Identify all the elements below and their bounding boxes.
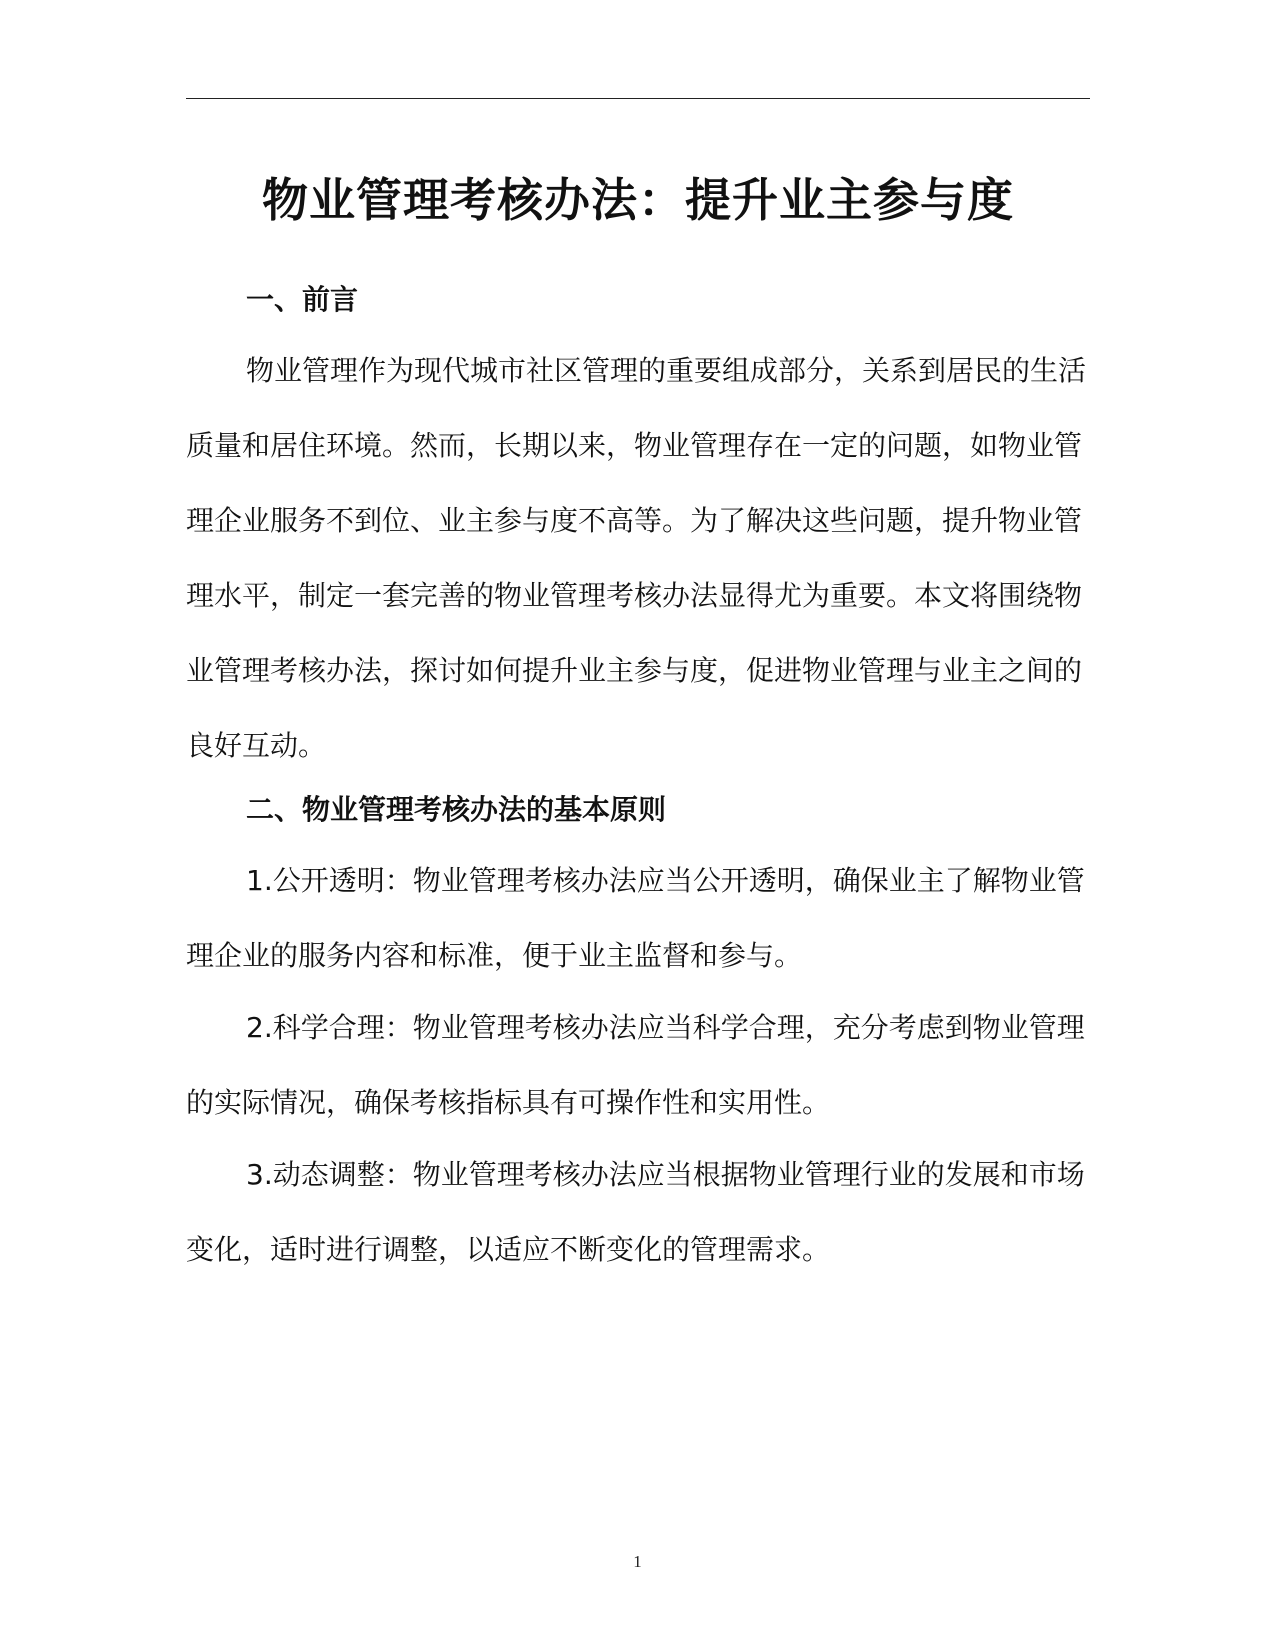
section-heading-principles: 二、物业管理考核办法的基本原则	[246, 793, 667, 826]
section-heading-preface: 一、前言	[246, 283, 359, 316]
page-number: 1	[633, 1552, 642, 1571]
header-divider	[186, 98, 1090, 99]
paragraph-principle-1: 1.公开透明：物业管理考核办法应当公开透明，确保业主了解物业管理企业的服务内容和标准，便于业主监督和参与。	[186, 864, 1085, 972]
paragraph-principle-2: 2.科学合理：物业管理考核办法应当科学合理，充分考虑到物业管理的实际情况，确保考核指标具有可操作性和实用性。	[186, 1011, 1085, 1119]
paragraph-principle-3: 3.动态调整：物业管理考核办法应当根据物业管理行业的发展和市场变化，适时进行调整，以适应不断变化的管理需求。	[186, 1158, 1085, 1266]
document-title: 物业管理考核办法：提升业主参与度	[262, 173, 1014, 227]
paragraph-preface: 物业管理作为现代城市社区管理的重要组成部分，关系到居民的生活质量和居住环境。然而，长期以来，物业管理存在一定的问题，如物业管理企业服务不到位、业主参与度不高等。为了解决这些问题，提升物业管理水平，制定一套完善的物业管理考核办法显得尤为重要。本文将围绕物业管理考核办法，探讨如何提升业主参与度，促进物业管理与业主之间的良好互动。	[186, 354, 1087, 762]
